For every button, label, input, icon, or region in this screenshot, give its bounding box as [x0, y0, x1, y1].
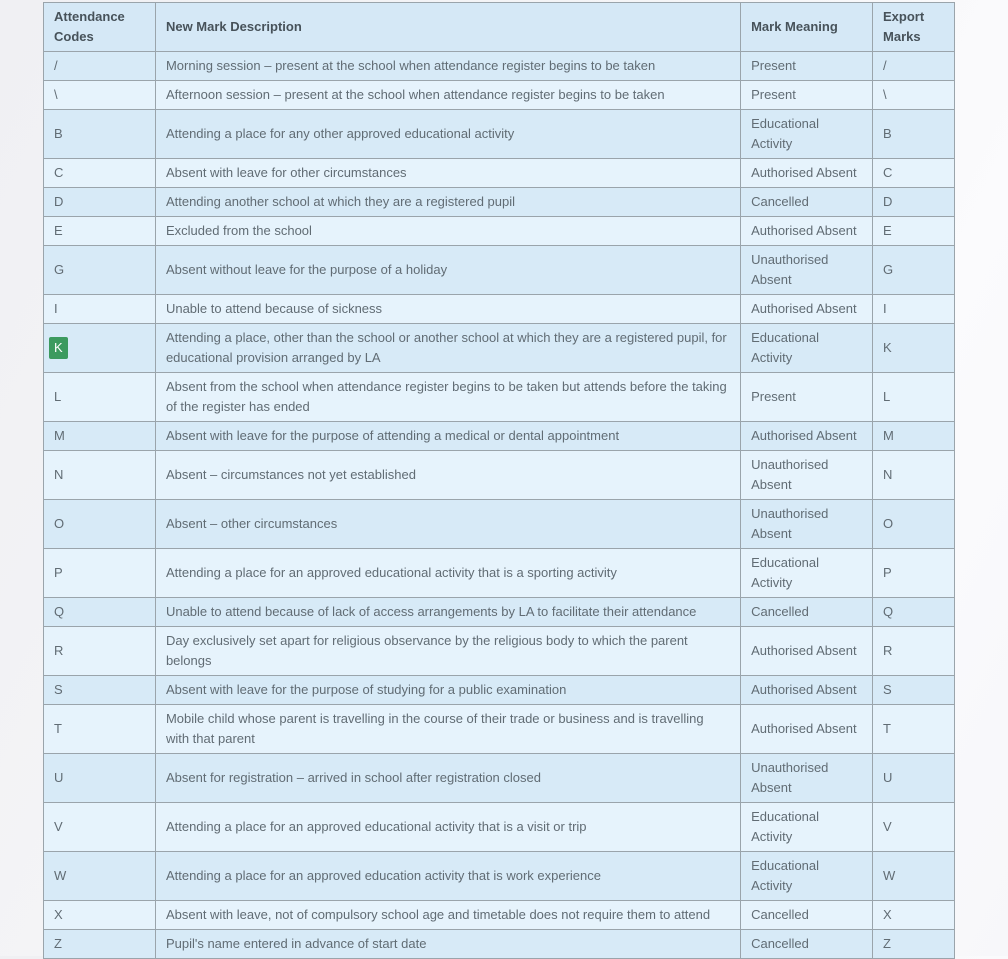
attendance-code-cell	[44, 295, 156, 324]
description-cell: Absent – circumstances not yet established	[155, 451, 740, 500]
mark-meaning-cell: Authorised Absent	[741, 422, 873, 451]
attendance-code-cell	[44, 81, 156, 110]
description-cell: Attending another school at which they are a registered pupil	[155, 188, 740, 217]
export-mark-cell: S	[873, 676, 955, 705]
attendance-code: G	[54, 262, 65, 277]
table-row	[44, 110, 955, 159]
table-row	[44, 373, 955, 422]
export-mark-cell: M	[873, 422, 955, 451]
export-mark-cell: N	[873, 451, 955, 500]
table-row	[44, 188, 955, 217]
export-mark-cell: X	[873, 901, 955, 930]
export-mark-cell: \	[873, 81, 955, 110]
table-row	[44, 705, 955, 754]
attendance-code-cell	[44, 803, 156, 852]
table-row	[44, 451, 955, 500]
attendance-code-cell	[44, 500, 156, 549]
description-cell: Afternoon session – present at the school when attendance register begins to be taken	[155, 81, 740, 110]
description-cell: Absent from the school when attendance register begins to be taken but attends before the taking of the register has ended	[155, 373, 740, 422]
attendance-codes-table	[43, 2, 955, 959]
description-cell: Absent with leave, not of compulsory school age and timetable does not require them to attend	[155, 901, 740, 930]
description-cell: Absent for registration – arrived in school after registration closed	[155, 754, 740, 803]
mark-meaning-cell: Authorised Absent	[741, 159, 873, 188]
attendance-code-cell	[44, 549, 156, 598]
export-mark-cell: B	[873, 110, 955, 159]
mark-meaning-cell: Educational Activity	[741, 549, 873, 598]
attendance-code: O	[54, 516, 65, 531]
mark-meaning-cell: Present	[741, 373, 873, 422]
attendance-code-cell	[44, 852, 156, 901]
mark-meaning-cell: Present	[741, 81, 873, 110]
attendance-code-cell	[44, 217, 156, 246]
description-cell: Attending a place for an approved educational activity that is a visit or trip	[155, 803, 740, 852]
attendance-code-cell	[44, 930, 156, 959]
attendance-code: \	[54, 87, 58, 102]
header-attendance-codes: Attendance Codes	[44, 3, 156, 52]
attendance-code: V	[54, 819, 63, 834]
export-mark-cell: V	[873, 803, 955, 852]
mark-meaning-cell: Cancelled	[741, 598, 873, 627]
mark-meaning-cell: Unauthorised Absent	[741, 246, 873, 295]
description-cell: Absent with leave for the purpose of attending a medical or dental appointment	[155, 422, 740, 451]
attendance-codes-table-container	[43, 2, 955, 959]
attendance-code: T	[54, 721, 62, 736]
table-row	[44, 81, 955, 110]
header-mark-meaning: Mark Meaning	[741, 3, 873, 52]
table-row	[44, 901, 955, 930]
attendance-code-cell	[44, 451, 156, 500]
attendance-code-cell	[44, 246, 156, 295]
attendance-code: I	[54, 301, 58, 316]
attendance-code: W	[54, 868, 67, 883]
table-row	[44, 803, 955, 852]
table-row	[44, 676, 955, 705]
mark-meaning-cell: Authorised Absent	[741, 676, 873, 705]
export-mark-cell: L	[873, 373, 955, 422]
description-cell: Unable to attend because of sickness	[155, 295, 740, 324]
description-cell: Excluded from the school	[155, 217, 740, 246]
mark-meaning-cell: Cancelled	[741, 901, 873, 930]
header-export-marks: Export Marks	[873, 3, 955, 52]
description-cell: Attending a place for any other approved educational activity	[155, 110, 740, 159]
export-mark-cell: G	[873, 246, 955, 295]
mark-meaning-cell: Present	[741, 52, 873, 81]
attendance-code-cell	[44, 188, 156, 217]
mark-meaning-cell: Educational Activity	[741, 803, 873, 852]
export-mark-cell: I	[873, 295, 955, 324]
mark-meaning-cell: Cancelled	[741, 188, 873, 217]
table-row	[44, 246, 955, 295]
table-row	[44, 754, 955, 803]
mark-meaning-cell: Unauthorised Absent	[741, 754, 873, 803]
export-mark-cell: T	[873, 705, 955, 754]
attendance-code: /	[54, 58, 58, 73]
attendance-code: E	[54, 223, 63, 238]
header-row	[44, 3, 955, 52]
attendance-code-cell	[44, 705, 156, 754]
description-cell: Attending a place, other than the school or another school at which they are a registered pupil, for educational provision arranged by LA	[155, 324, 740, 373]
attendance-code: U	[54, 770, 64, 785]
mark-meaning-cell: Authorised Absent	[741, 705, 873, 754]
description-cell: Attending a place for an approved educational activity that is a sporting activity	[155, 549, 740, 598]
table-header	[44, 3, 955, 52]
mark-meaning-cell: Authorised Absent	[741, 217, 873, 246]
attendance-table-body	[44, 52, 955, 959]
export-mark-cell: D	[873, 188, 955, 217]
attendance-code: M	[54, 428, 65, 443]
mark-meaning-cell: Authorised Absent	[741, 295, 873, 324]
attendance-code-cell	[44, 627, 156, 676]
attendance-code: D	[54, 194, 64, 209]
export-mark-cell: P	[873, 549, 955, 598]
description-cell: Attending a place for an approved education activity that is work experience	[155, 852, 740, 901]
export-mark-cell: O	[873, 500, 955, 549]
export-mark-cell: U	[873, 754, 955, 803]
description-cell: Absent with leave for the purpose of studying for a public examination	[155, 676, 740, 705]
attendance-code: N	[54, 467, 64, 482]
export-mark-cell: /	[873, 52, 955, 81]
table-row	[44, 627, 955, 676]
attendance-code-cell	[44, 324, 156, 373]
export-mark-cell: C	[873, 159, 955, 188]
attendance-code-cell	[44, 422, 156, 451]
table-row	[44, 217, 955, 246]
mark-meaning-cell: Unauthorised Absent	[741, 500, 873, 549]
attendance-code: X	[54, 907, 63, 922]
description-cell: Morning session – present at the school when attendance register begins to be taken	[155, 52, 740, 81]
attendance-code: Q	[54, 604, 65, 619]
header-new-mark-description: New Mark Description	[155, 3, 740, 52]
attendance-code: B	[54, 126, 63, 141]
selected-code-badge[interactable]: K	[49, 337, 68, 359]
attendance-code: C	[54, 165, 64, 180]
attendance-code: L	[54, 389, 62, 404]
description-cell: Absent without leave for the purpose of a holiday	[155, 246, 740, 295]
description-cell: Absent with leave for other circumstances	[155, 159, 740, 188]
attendance-code: S	[54, 682, 63, 697]
mark-meaning-cell: Cancelled	[741, 930, 873, 959]
table-row	[44, 549, 955, 598]
attendance-code: R	[54, 643, 64, 658]
table-row	[44, 852, 955, 901]
attendance-code-cell	[44, 52, 156, 81]
table-row	[44, 295, 955, 324]
attendance-code-cell	[44, 754, 156, 803]
table-row	[44, 930, 955, 959]
mark-meaning-cell: Educational Activity	[741, 324, 873, 373]
description-cell: Day exclusively set apart for religious observance by the religious body to which the parent belongs	[155, 627, 740, 676]
export-mark-cell: E	[873, 217, 955, 246]
description-cell: Mobile child whose parent is travelling in the course of their trade or business and is travelling with that parent	[155, 705, 740, 754]
attendance-code-cell	[44, 676, 156, 705]
attendance-code-cell	[44, 901, 156, 930]
attendance-code-cell	[44, 373, 156, 422]
export-mark-cell: Q	[873, 598, 955, 627]
attendance-code-cell	[44, 159, 156, 188]
export-mark-cell: Z	[873, 930, 955, 959]
attendance-code: Z	[54, 936, 62, 951]
table-row	[44, 324, 955, 373]
mark-meaning-cell: Unauthorised Absent	[741, 451, 873, 500]
table-row	[44, 159, 955, 188]
description-cell: Unable to attend because of lack of access arrangements by LA to facilitate their attendance	[155, 598, 740, 627]
attendance-code-cell	[44, 598, 156, 627]
description-cell: Absent – other circumstances	[155, 500, 740, 549]
mark-meaning-cell: Educational Activity	[741, 852, 873, 901]
attendance-code-cell	[44, 110, 156, 159]
export-mark-cell: R	[873, 627, 955, 676]
mark-meaning-cell: Authorised Absent	[741, 627, 873, 676]
description-cell: Pupil's name entered in advance of start date	[155, 930, 740, 959]
table-row	[44, 598, 955, 627]
export-mark-cell: W	[873, 852, 955, 901]
mark-meaning-cell: Educational Activity	[741, 110, 873, 159]
table-row	[44, 500, 955, 549]
attendance-code: P	[54, 565, 63, 580]
export-mark-cell: K	[873, 324, 955, 373]
table-row	[44, 52, 955, 81]
table-row	[44, 422, 955, 451]
